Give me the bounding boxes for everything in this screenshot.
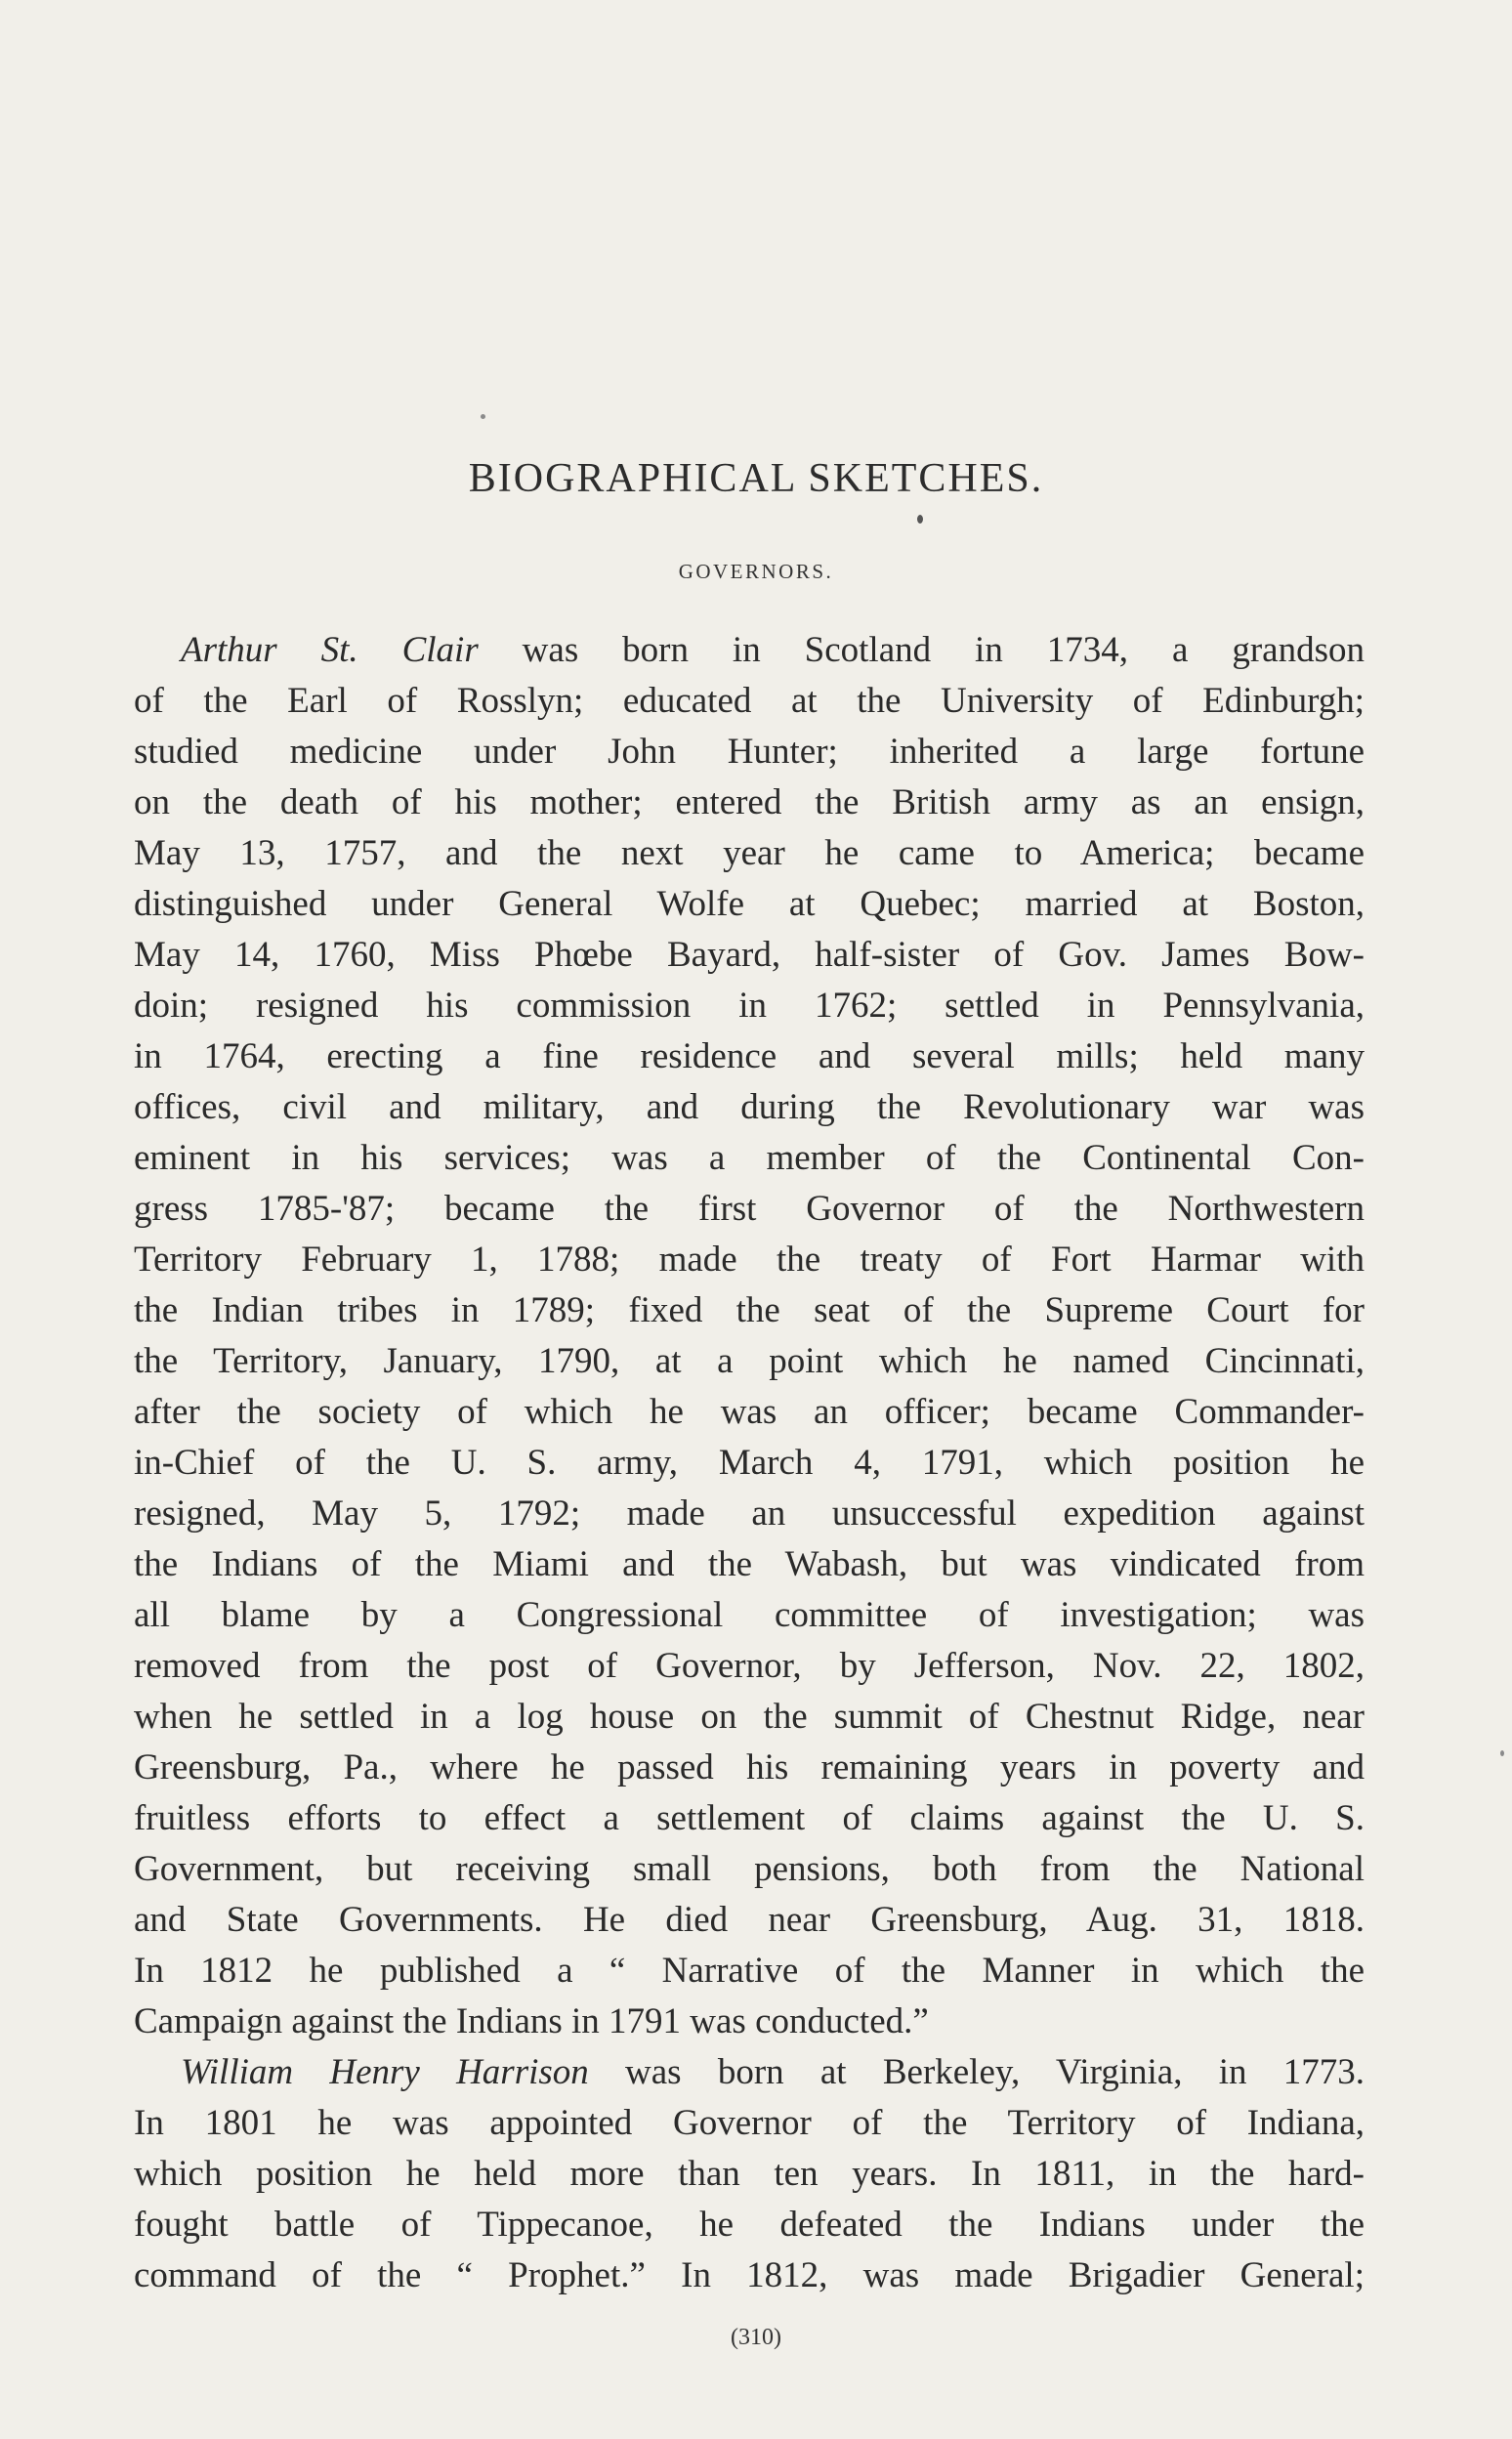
line-text: after the society of which he was an officer; became Commander- bbox=[134, 1392, 1365, 1432]
text-line bbox=[134, 2098, 1365, 2149]
text-line bbox=[134, 1184, 1365, 1235]
text-line bbox=[134, 930, 1365, 981]
text-line bbox=[134, 1590, 1365, 1641]
text-line bbox=[134, 625, 1365, 676]
page-number: (310) bbox=[731, 2325, 781, 2350]
line-text: when he settled in a log house on the summit of Chestnut Ridge, near bbox=[134, 1697, 1365, 1737]
text-line bbox=[134, 1743, 1365, 1793]
line-text: fought battle of Tippecanoe, he defeated the Indians under the bbox=[134, 2205, 1365, 2245]
line-text: offices, civil and military, and during the Revolutionary war was bbox=[134, 1087, 1365, 1127]
text-line bbox=[134, 1489, 1365, 1539]
line-text: the Territory, January, 1790, at a point which he named Cincinnati, bbox=[134, 1341, 1365, 1381]
page-title: BIOGRAPHICAL SKETCHES. bbox=[468, 456, 1044, 501]
text-line bbox=[134, 1641, 1365, 1692]
line-text: on the death of his mother; entered the British army as an ensign, bbox=[134, 782, 1365, 822]
text-line bbox=[134, 1336, 1365, 1387]
line-text: the Indian tribes in 1789; fixed the seat of the Supreme Court for bbox=[134, 1290, 1365, 1330]
line-text: of the Earl of Rosslyn; educated at the University of Edinburgh; bbox=[134, 681, 1365, 721]
line-text: which position he held more than ten years. In 1811, in the hard- bbox=[134, 2154, 1365, 2194]
section-heading: GOVERNORS. bbox=[678, 560, 834, 583]
line-text: In 1812 he published a “ Narrative of the Manner in which the bbox=[134, 1951, 1365, 1991]
text-line bbox=[134, 778, 1365, 828]
ink-speck bbox=[917, 515, 923, 524]
text-line bbox=[134, 1387, 1365, 1438]
text-line bbox=[134, 1133, 1365, 1184]
text-line bbox=[134, 1793, 1365, 1844]
line-text: Territory February 1, 1788; made the treaty of Fort Harmar with bbox=[134, 1240, 1365, 1280]
text-line bbox=[134, 1031, 1365, 1082]
line-text: gress 1785-'87; became the first Governor of the Northwestern bbox=[134, 1189, 1365, 1229]
line-text: in-Chief of the U. S. army, March 4, 1791, which position he bbox=[134, 1443, 1365, 1483]
line-text: fruitless efforts to effect a settlement of claims against the U. S. bbox=[134, 1798, 1365, 1838]
line-text: May 13, 1757, and the next year he came to America; became bbox=[134, 833, 1365, 873]
line-text: command of the “ Prophet.” In 1812, was made Brigadier General; bbox=[134, 2255, 1365, 2295]
text-line bbox=[134, 1235, 1365, 1285]
text-line bbox=[134, 1997, 1365, 2047]
line-text: distinguished under General Wolfe at Quebec; married at Boston, bbox=[134, 884, 1365, 924]
line-text: studied medicine under John Hunter; inherited a large fortune bbox=[134, 732, 1365, 772]
ink-speck bbox=[1500, 1750, 1504, 1756]
line-text: eminent in his services; was a member of the Continental Con- bbox=[134, 1138, 1365, 1178]
line-text: was born at Berkeley, Virginia, in 1773. bbox=[588, 2052, 1365, 2092]
line-text: Campaign against the Indians in 1791 was conducted.” bbox=[134, 2001, 929, 2041]
text-line bbox=[134, 1895, 1365, 1946]
line-text: Government, but receiving small pensions, both from the National bbox=[134, 1849, 1365, 1889]
text-line bbox=[134, 2200, 1365, 2250]
line-text: removed from the post of Governor, by Jefferson, Nov. 22, 1802, bbox=[134, 1646, 1365, 1686]
text-line bbox=[134, 676, 1365, 727]
text-line bbox=[134, 2047, 1365, 2098]
line-text: In 1801 he was appointed Governor of the Territory of Indiana, bbox=[134, 2103, 1365, 2143]
text-line bbox=[134, 879, 1365, 930]
text-line bbox=[134, 1692, 1365, 1743]
line-text: Greensburg, Pa., where he passed his remaining years in poverty and bbox=[134, 1747, 1365, 1787]
line-text: doin; resigned his commission in 1762; settled in Pennsylvania, bbox=[134, 986, 1365, 1026]
line-text: was born in Scotland in 1734, a grandson bbox=[478, 630, 1365, 670]
text-line bbox=[134, 1082, 1365, 1133]
line-text: resigned, May 5, 1792; made an unsuccessful expedition against bbox=[134, 1493, 1365, 1534]
line-text: all blame by a Congressional committee of investigation; was bbox=[134, 1595, 1365, 1635]
text-line bbox=[134, 2250, 1365, 2301]
person-name: Arthur St. Clair bbox=[181, 630, 479, 670]
text-line bbox=[134, 981, 1365, 1031]
text-line bbox=[134, 1438, 1365, 1489]
line-text: in 1764, erecting a fine residence and several mills; held many bbox=[134, 1036, 1365, 1076]
body-text bbox=[134, 625, 1365, 2301]
line-text: and State Governments. He died near Greensburg, Aug. 31, 1818. bbox=[134, 1900, 1365, 1940]
text-line bbox=[134, 1844, 1365, 1895]
text-line bbox=[134, 1285, 1365, 1336]
line-text: May 14, 1760, Miss Phœbe Bayard, half-sister of Gov. James Bow- bbox=[134, 935, 1365, 975]
text-line bbox=[134, 1539, 1365, 1590]
line-text: the Indians of the Miami and the Wabash, but was vindicated from bbox=[134, 1544, 1365, 1584]
text-line bbox=[134, 727, 1365, 778]
text-line bbox=[134, 828, 1365, 879]
person-name: William Henry Harrison bbox=[181, 2052, 589, 2092]
ink-speck bbox=[481, 414, 485, 419]
text-line bbox=[134, 1946, 1365, 1997]
text-line bbox=[134, 2149, 1365, 2200]
